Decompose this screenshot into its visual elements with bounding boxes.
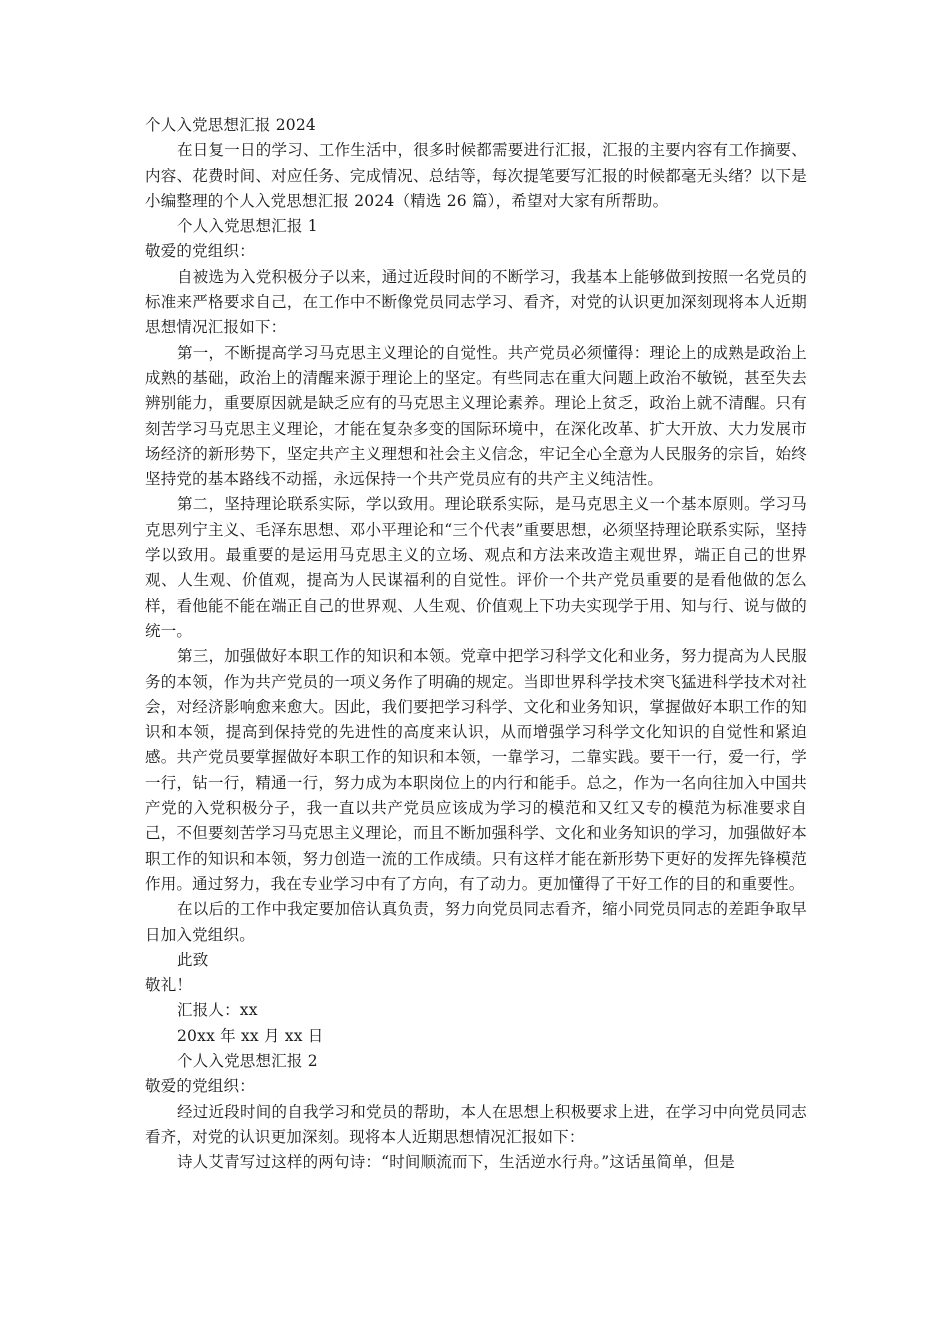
- report-1-regards: 敬礼！: [145, 976, 193, 995]
- document-title: 个人入党思想汇报 2024: [145, 116, 316, 134]
- report-1-date: 20xx 年 xx 月 xx 日: [177, 1026, 324, 1045]
- report-1-heading: 个人入党思想汇报 1: [177, 217, 318, 236]
- report-1-closing: 此致: [177, 950, 209, 969]
- report-2-paragraph: 诗人艾青写过这样的两句诗：“时间顺流而下，生活逆水行舟。”这话虽简单，但是: [177, 1153, 736, 1172]
- report-1-reporter: 汇报人：xx: [177, 1001, 258, 1020]
- report-1-salutation: 敬爱的党组织：: [145, 242, 255, 261]
- report-2-salutation: 敬爱的党组织：: [145, 1077, 255, 1096]
- report-1-paragraph: 第三，加强做好本职工作的知识和本领。党章中把学习科学文化和业务，努力提高为人民服务的本领，作为共产党员的一项义务作了明确的规定。当即世界科学技术突飞猛进科学技术对社会，对经济影响愈来愈大。因此，我们要把学习科学、文化和业务知识，掌握做好本职工作的知识和本领，提高到保持党的先进性的高度来认识，从而增强学习科学文化知识的自觉性和紧迫感。共产党员要掌握做好本职工作的知识和本领，一靠学习，二靠实践。要干一行，爱一行，学一行，钻一行，精通一行，努力成为本职岗位上的内行和能手。总之，作为一名向往加入中国共产党的入党积极分子，我一直以共产党员应该成为学习的模范和又红又专的模范为标准要求自己，不但要刻苦学习马克思主义理论，而且不断加强科学、文化和业务知识的学习，加强做好本职工作的知识和本领，努力创造一流的工作成绩。只有这样才能在新形势下更好的发挥先锋模范作用。通过努力，我在专业学习中有了方向，有了动力。更加懂得了干好工作的目的和重要性。: [145, 647, 807, 893]
- report-1-paragraph: 第二，坚持理论联系实际，学以致用。理论联系实际，是马克思主义一个基本原则。学习马克思列宁主义、毛泽东思想、邓小平理论和“三个代表”重要思想，必须坚持理论联系实际，坚持学以致用。最重要的是运用马克思主义的立场、观点和方法来改造主观世界，端正自己的世界观、人生观、价值观，提高为人民谋福利的自觉性。评价一个共产党员重要的是看他做的怎么样，看他能不能在端正自己的世界观、人生观、价值观上下功夫实现学于用、知与行、说与做的统一。: [145, 495, 807, 640]
- report-2-paragraph: 经过近段时间的自我学习和党员的帮助，本人在思想上积极要求上进，在学习中向党员同志看齐，对党的认识更加深刻。现将本人近期思想情况汇报如下：: [145, 1102, 807, 1146]
- report-2-heading: 个人入党思想汇报 2: [177, 1051, 318, 1070]
- document-body: [145, 113, 807, 1175]
- report-1-paragraph: 自被选为入党积极分子以来，通过近段时间的不断学习，我基本上能够做到按照一名党员的标准来严格要求自己，在工作中不断像党员同志学习、看齐，对党的认识更加深刻现将本人近期思想情况汇报如下：: [145, 267, 807, 337]
- intro-paragraph: 在日复一日的学习、工作生活中，很多时候都需要进行汇报，汇报的主要内容有工作摘要、内容、花费时间、对应任务、完成情况、总结等，每次提笔要写汇报的时候都毫无头绪？以下是小编整理的个人入党思想汇报 2024（精选 26 篇），希望对大家有所帮助。: [145, 141, 807, 210]
- report-1-paragraph: 第一，不断提高学习马克思主义理论的自觉性。共产党员必须懂得：理论上的成熟是政治上成熟的基础，政治上的清醒来源于理论上的坚定。有些同志在重大问题上政治不敏锐，甚至失去辨别能力，重要原因就是缺乏应有的马克思主义理论素养。理论上贫乏，政治上就不清醒。只有刻苦学习马克思主义理论，才能在复杂多变的国际环境中，在深化改革、扩大开放、大力发展市场经济的新形势下，坚定共产主义理想和社会主义信念，牢记全心全意为人民服务的宗旨，始终坚持党的基本路线不动摇，永远保持一个共产党员应有的共产主义纯洁性。: [145, 343, 807, 489]
- report-1-paragraph: 在以后的工作中我定要加倍认真负责，努力向党员同志看齐，缩小同党员同志的差距争取早日加入党组织。: [145, 900, 807, 944]
